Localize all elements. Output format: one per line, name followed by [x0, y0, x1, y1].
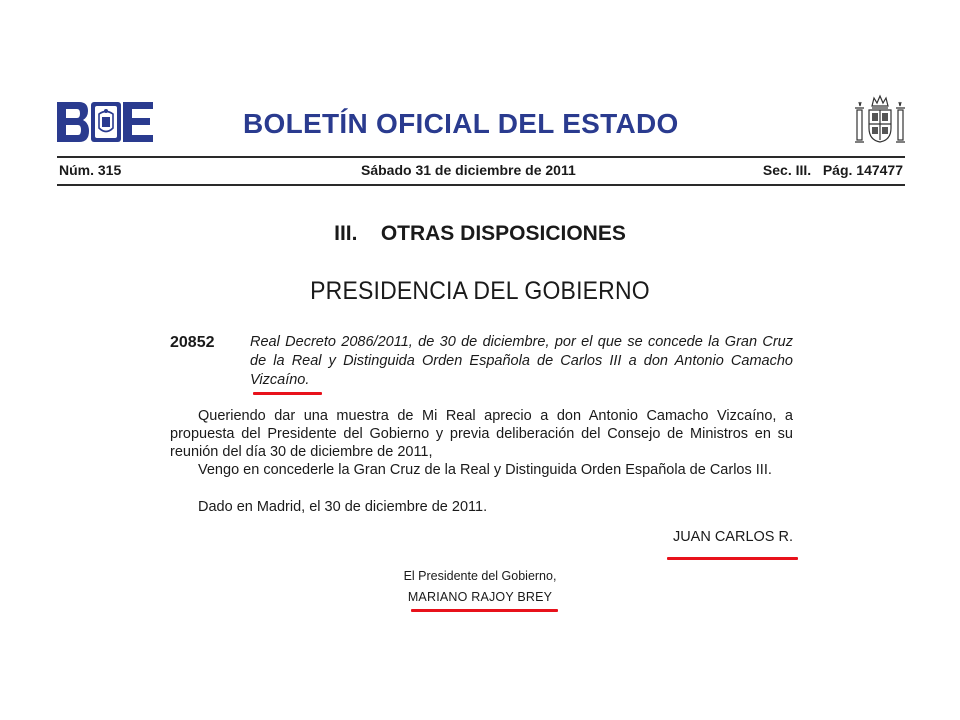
- issue-number: Núm. 315: [59, 162, 122, 178]
- section-page: Sec. III. Pág. 147477: [762, 162, 903, 178]
- king-signature: JUAN CARLOS R.: [672, 529, 793, 545]
- red-underline-mark: [667, 557, 798, 560]
- boe-logo-icon: [57, 102, 153, 142]
- decree-title: Real Decreto 2086/2011, de 30 de diciembre, por el que se concede la Gran Cruz de la Real y Distinguida Orden Española de Carlos III a don Antonio Camacho Vizcaíno.: [250, 334, 793, 388]
- president-name: MARIANO RAJOY BREY: [407, 590, 553, 604]
- issue-date: Sábado 31 de diciembre de 2011: [361, 162, 576, 178]
- dado-line: Dado en Madrid, el 30 de diciembre de 2011.: [198, 499, 488, 515]
- red-underline-mark: [411, 609, 558, 612]
- red-underline-mark: [253, 392, 322, 395]
- header-rule: [57, 156, 905, 158]
- header-rule: [57, 184, 905, 186]
- decree-body: [170, 407, 793, 479]
- president-label: El Presidente del Gobierno,: [403, 569, 557, 583]
- decree-paragraph: Vengo en concederle la Gran Cruz de la Real y Distinguida Orden Española de Carlos III.: [198, 462, 772, 478]
- coat-of-arms-icon: [852, 94, 908, 148]
- section-heading: III. OTRAS DISPOSICIONES: [334, 222, 626, 245]
- decree-paragraph: Queriendo dar una muestra de Mi Real aprecio a don Antonio Camacho Vizcaíno, a propuesta del Presidente del Gobierno y previa deliberación del Consejo de Ministros en su reunión del día 30 de diciembre de 2011,: [170, 408, 793, 460]
- ministry-heading: PRESIDENCIA DEL GOBIERNO: [310, 277, 650, 305]
- decree-number: 20852: [170, 334, 215, 351]
- gazette-title: BOLETÍN OFICIAL DEL ESTADO: [243, 108, 679, 139]
